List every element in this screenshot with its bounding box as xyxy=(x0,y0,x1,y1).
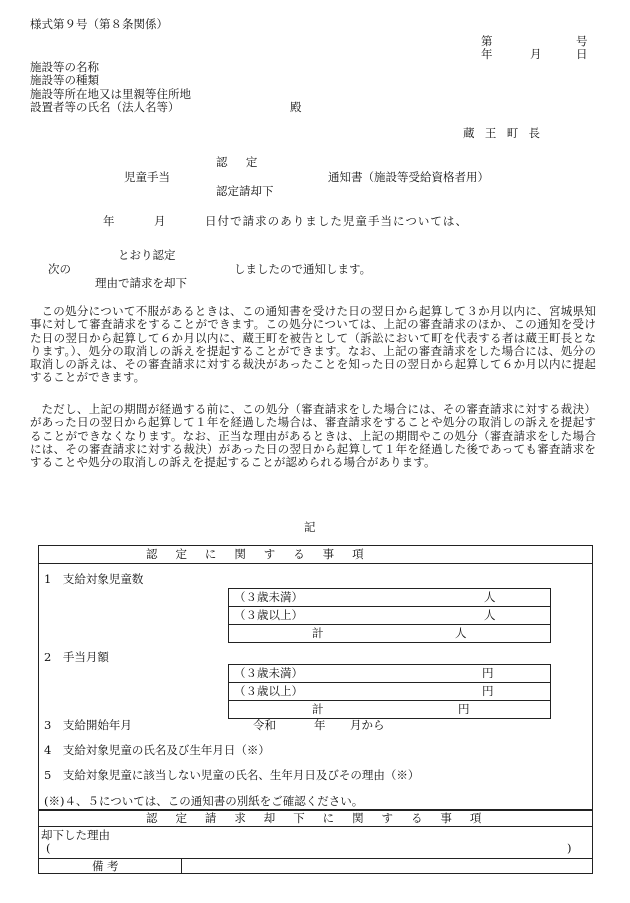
item3-nen: 年 xyxy=(314,718,326,732)
decision-option-bottom: 理由で請求を却下 xyxy=(95,276,187,290)
monthly-amount-under3-unit: 円 xyxy=(482,666,494,680)
title-prefix: 児童手当 xyxy=(124,170,170,184)
title-option-bottom: 認定請却下 xyxy=(216,184,274,198)
child-count-total-unit: 人 xyxy=(455,626,467,640)
date-nen: 年 xyxy=(481,47,493,61)
form-number: 様式第９号（第８条関係） xyxy=(30,17,168,31)
ki-label: 記 xyxy=(304,520,316,534)
remarks-column-divider xyxy=(181,858,182,874)
monthly-amount-over3-label: （３歳以上） xyxy=(234,684,303,698)
decision-suffix: しましたので通知します。 xyxy=(234,262,372,276)
addressee-address: 施設等所在地又は里親等住所地 xyxy=(30,87,191,101)
item4-label: 4 支給対象児童の氏名及び生年月日（※） xyxy=(44,743,270,757)
addressee-facility-type: 施設等の種類 xyxy=(30,73,99,87)
monthly-amount-total-unit: 円 xyxy=(458,702,470,716)
rejection-reason-label: 却下した理由 xyxy=(41,828,110,842)
appeal-paragraph-1: この処分について不服があるときは、この通知書を受けた日の翌日から起算して３か月以内に、宮城県知事に対して審査請求をすることができます。この処分については、上記の審査請求のほか、この通知を受けた日の翌日から起算して６か月以内に、蔵王町を被告として（訴訟において町を代表する者は蔵王町長となります。）、処分の取消しの訴えを提起することができます。なお、上記の審査請求をした場合には、処分の取消しの訴えは、その審査請求に対する裁決があったことを知った日の翌日から起算して６か月以内に提起することができます。 xyxy=(30,304,596,385)
date-hi: 日 xyxy=(576,47,588,61)
monthly-amount-under3-label: （３歳未満） xyxy=(234,666,303,680)
decision-option-top: とおり認定 xyxy=(118,248,176,262)
child-count-over3-unit: 人 xyxy=(484,608,496,622)
item5-label: 5 支給対象児童に該当しない児童の氏名、生年月日及びその理由（※） xyxy=(44,768,420,782)
item3-label: 3 支給開始年月 xyxy=(44,718,132,732)
child-count-total-label: 計 xyxy=(312,626,324,640)
issuer: 蔵王町長 xyxy=(463,126,551,140)
title-option-top: 認 定 xyxy=(216,155,261,169)
child-count-row-divider xyxy=(228,624,551,625)
footnote: (※)４、５については、この通知書の別紙をご確認ください。 xyxy=(44,794,364,808)
intro-nen: 年 xyxy=(103,214,115,228)
ref-number-go: 号 xyxy=(576,34,588,48)
item1-label: 1 支給対象児童数 xyxy=(44,572,144,586)
honorific: 殿 xyxy=(290,100,302,114)
ref-number-dai: 第 xyxy=(481,34,493,48)
remarks-label: 備考 xyxy=(92,859,122,873)
certification-header: 認 定 に 関 す る 事 項 xyxy=(146,547,367,561)
rejection-reason-close-paren: ) xyxy=(567,841,572,855)
item3-suffix: 月から xyxy=(350,718,385,732)
rejection-reason-open-paren: ( xyxy=(46,841,51,855)
date-tsuki: 月 xyxy=(530,47,542,61)
child-count-over3-label: （３歳以上） xyxy=(234,608,303,622)
monthly-amount-total-label: 計 xyxy=(312,702,324,716)
child-count-under3-unit: 人 xyxy=(484,590,496,604)
addressee-establisher: 設置者等の氏名（法人名等） xyxy=(30,100,180,114)
monthly-amount-row-divider xyxy=(228,682,551,683)
monthly-amount-over3-unit: 円 xyxy=(482,684,494,698)
intro-text: 日付で請求のありました児童手当については、 xyxy=(205,214,469,228)
item2-label: 2 手当月額 xyxy=(44,650,109,664)
intro-tsuki: 月 xyxy=(154,214,166,228)
appeal-paragraph-2: ただし、上記の期間が経過する前に、この処分（審査請求をした場合には、その審査請求に対する裁決）があった日の翌日から起算して１年を経過した場合は、審査請求をすることや処分の取消しの訴えを提起することができなくなります。なお、正当な理由があるときは、上記の期間やこの処分（審査請求をした場合には、その審査請求に対する裁決）があった日の翌日から起算して１年を経過した後であっても審査請求をすることや処分の取消しの訴えを提起することが認められる場合があります。 xyxy=(30,402,596,470)
addressee-facility-name: 施設等の名称 xyxy=(30,60,99,74)
rejection-header-divider xyxy=(38,826,593,827)
decision-prefix: 次の xyxy=(48,262,71,276)
item3-era: 令和 xyxy=(253,718,276,732)
child-count-under3-label: （３歳未満） xyxy=(234,590,303,604)
child-count-row-divider xyxy=(228,606,551,607)
certification-header-divider xyxy=(38,563,593,564)
rejection-header: 認 定 請 求 却 下 に 関 す る 事 項 xyxy=(146,811,485,825)
monthly-amount-row-divider xyxy=(228,700,551,701)
title-suffix: 通知書（施設等受給資格者用） xyxy=(328,170,489,184)
